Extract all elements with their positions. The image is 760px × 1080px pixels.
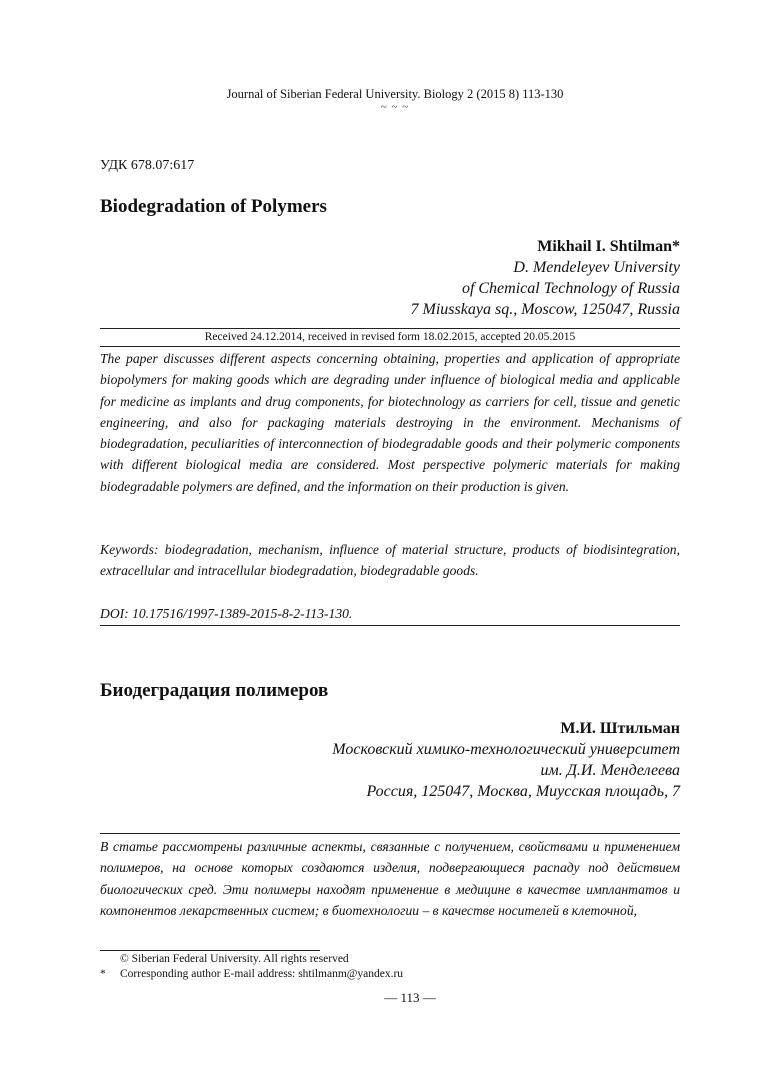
english-affiliation-line-3: 7 Miusskaya sq., Moscow, 125047, Russia xyxy=(410,301,680,318)
english-keywords: Keywords: biodegradation, mechanism, influence of material structure, products of biodisintegration, extracellular and intracellular biodegradation, biodegradable goods. xyxy=(100,542,680,579)
paper-page xyxy=(100,0,680,1080)
copyright-footnote xyxy=(100,952,403,967)
abstract-top-rule xyxy=(100,346,680,347)
corresponding-author-text: Corresponding author E-mail address: shtilmanm@yandex.ru xyxy=(120,968,404,980)
russian-affiliation-line-3: Россия, 125047, Москва, Миусская площадь, 7 xyxy=(366,783,680,800)
russian-author-name: М.И. Штильман xyxy=(560,720,680,737)
english-author-block xyxy=(411,236,680,320)
corresponding-author-footnote xyxy=(100,967,403,982)
russian-author-block xyxy=(332,718,680,802)
footnote-star: * xyxy=(100,968,106,980)
footnote-rule xyxy=(100,950,320,951)
page-number: — 113 — xyxy=(384,990,436,1005)
russian-affiliation-line-2: им. Д.И. Менделеева xyxy=(540,762,680,779)
received-top-rule xyxy=(100,328,680,329)
copyright-text: © Siberian Federal University. All rights reserved xyxy=(120,953,349,965)
english-affiliation-line-2: of Chemical Technology of Russia xyxy=(461,280,680,297)
abstract-bottom-rule xyxy=(100,625,680,626)
russian-abstract: В статье рассмотрены различные аспекты, связанные с получением, свойствами и применением полимеров, на основе которых создаются изделия, подвергающиеся распаду под действием биологических сред. Эти полимеры находят применение в медицине в качестве имплантатов и компонентов лекарственных систем; в биотехнологии – в качестве носителей в клеточной, xyxy=(100,839,680,918)
english-author-name: Mikhail I. Shtilman* xyxy=(537,238,680,255)
russian-affiliation-line-1: Московский химико-технологический университет xyxy=(332,741,680,758)
doi: DOI: 10.17516/1997-1389-2015-8-2-113-130. xyxy=(100,606,353,621)
journal-header: Journal of Siberian Federal University. Biology 2 (2015 8) 113-130 xyxy=(226,87,564,101)
russian-title: Биодеградация полимеров xyxy=(100,680,329,701)
received-dates: Received 24.12.2014, received in revised form 18.02.2015, accepted 20.05.2015 xyxy=(204,331,576,343)
russian-abstract-top-rule xyxy=(100,833,680,834)
english-title: Biodegradation of Polymers xyxy=(100,196,327,217)
header-ornament: ~ ~ ~ xyxy=(380,101,410,113)
english-abstract: The paper discusses different aspects concerning obtaining, properties and application of appropriate biopolymers for making goods which are degrading under influence of biological media and applicable for medicine as implants and drug components, for biotechnology as carriers for cell, tissue and genetic engineering, and also for packaging materials destroying in the environment. Mechanisms of biodegradation, peculiarities of interconnection of biodegradable goods and their polymeric components with different biological media are considered. Most perspective polymeric materials for making biodegradable polymers are defined, and the information on their production is given. xyxy=(100,351,680,494)
english-affiliation-line-1: D. Mendeleyev University xyxy=(513,259,680,276)
footnotes xyxy=(100,952,403,982)
udk-code: УДК 678.07:617 xyxy=(100,158,195,173)
